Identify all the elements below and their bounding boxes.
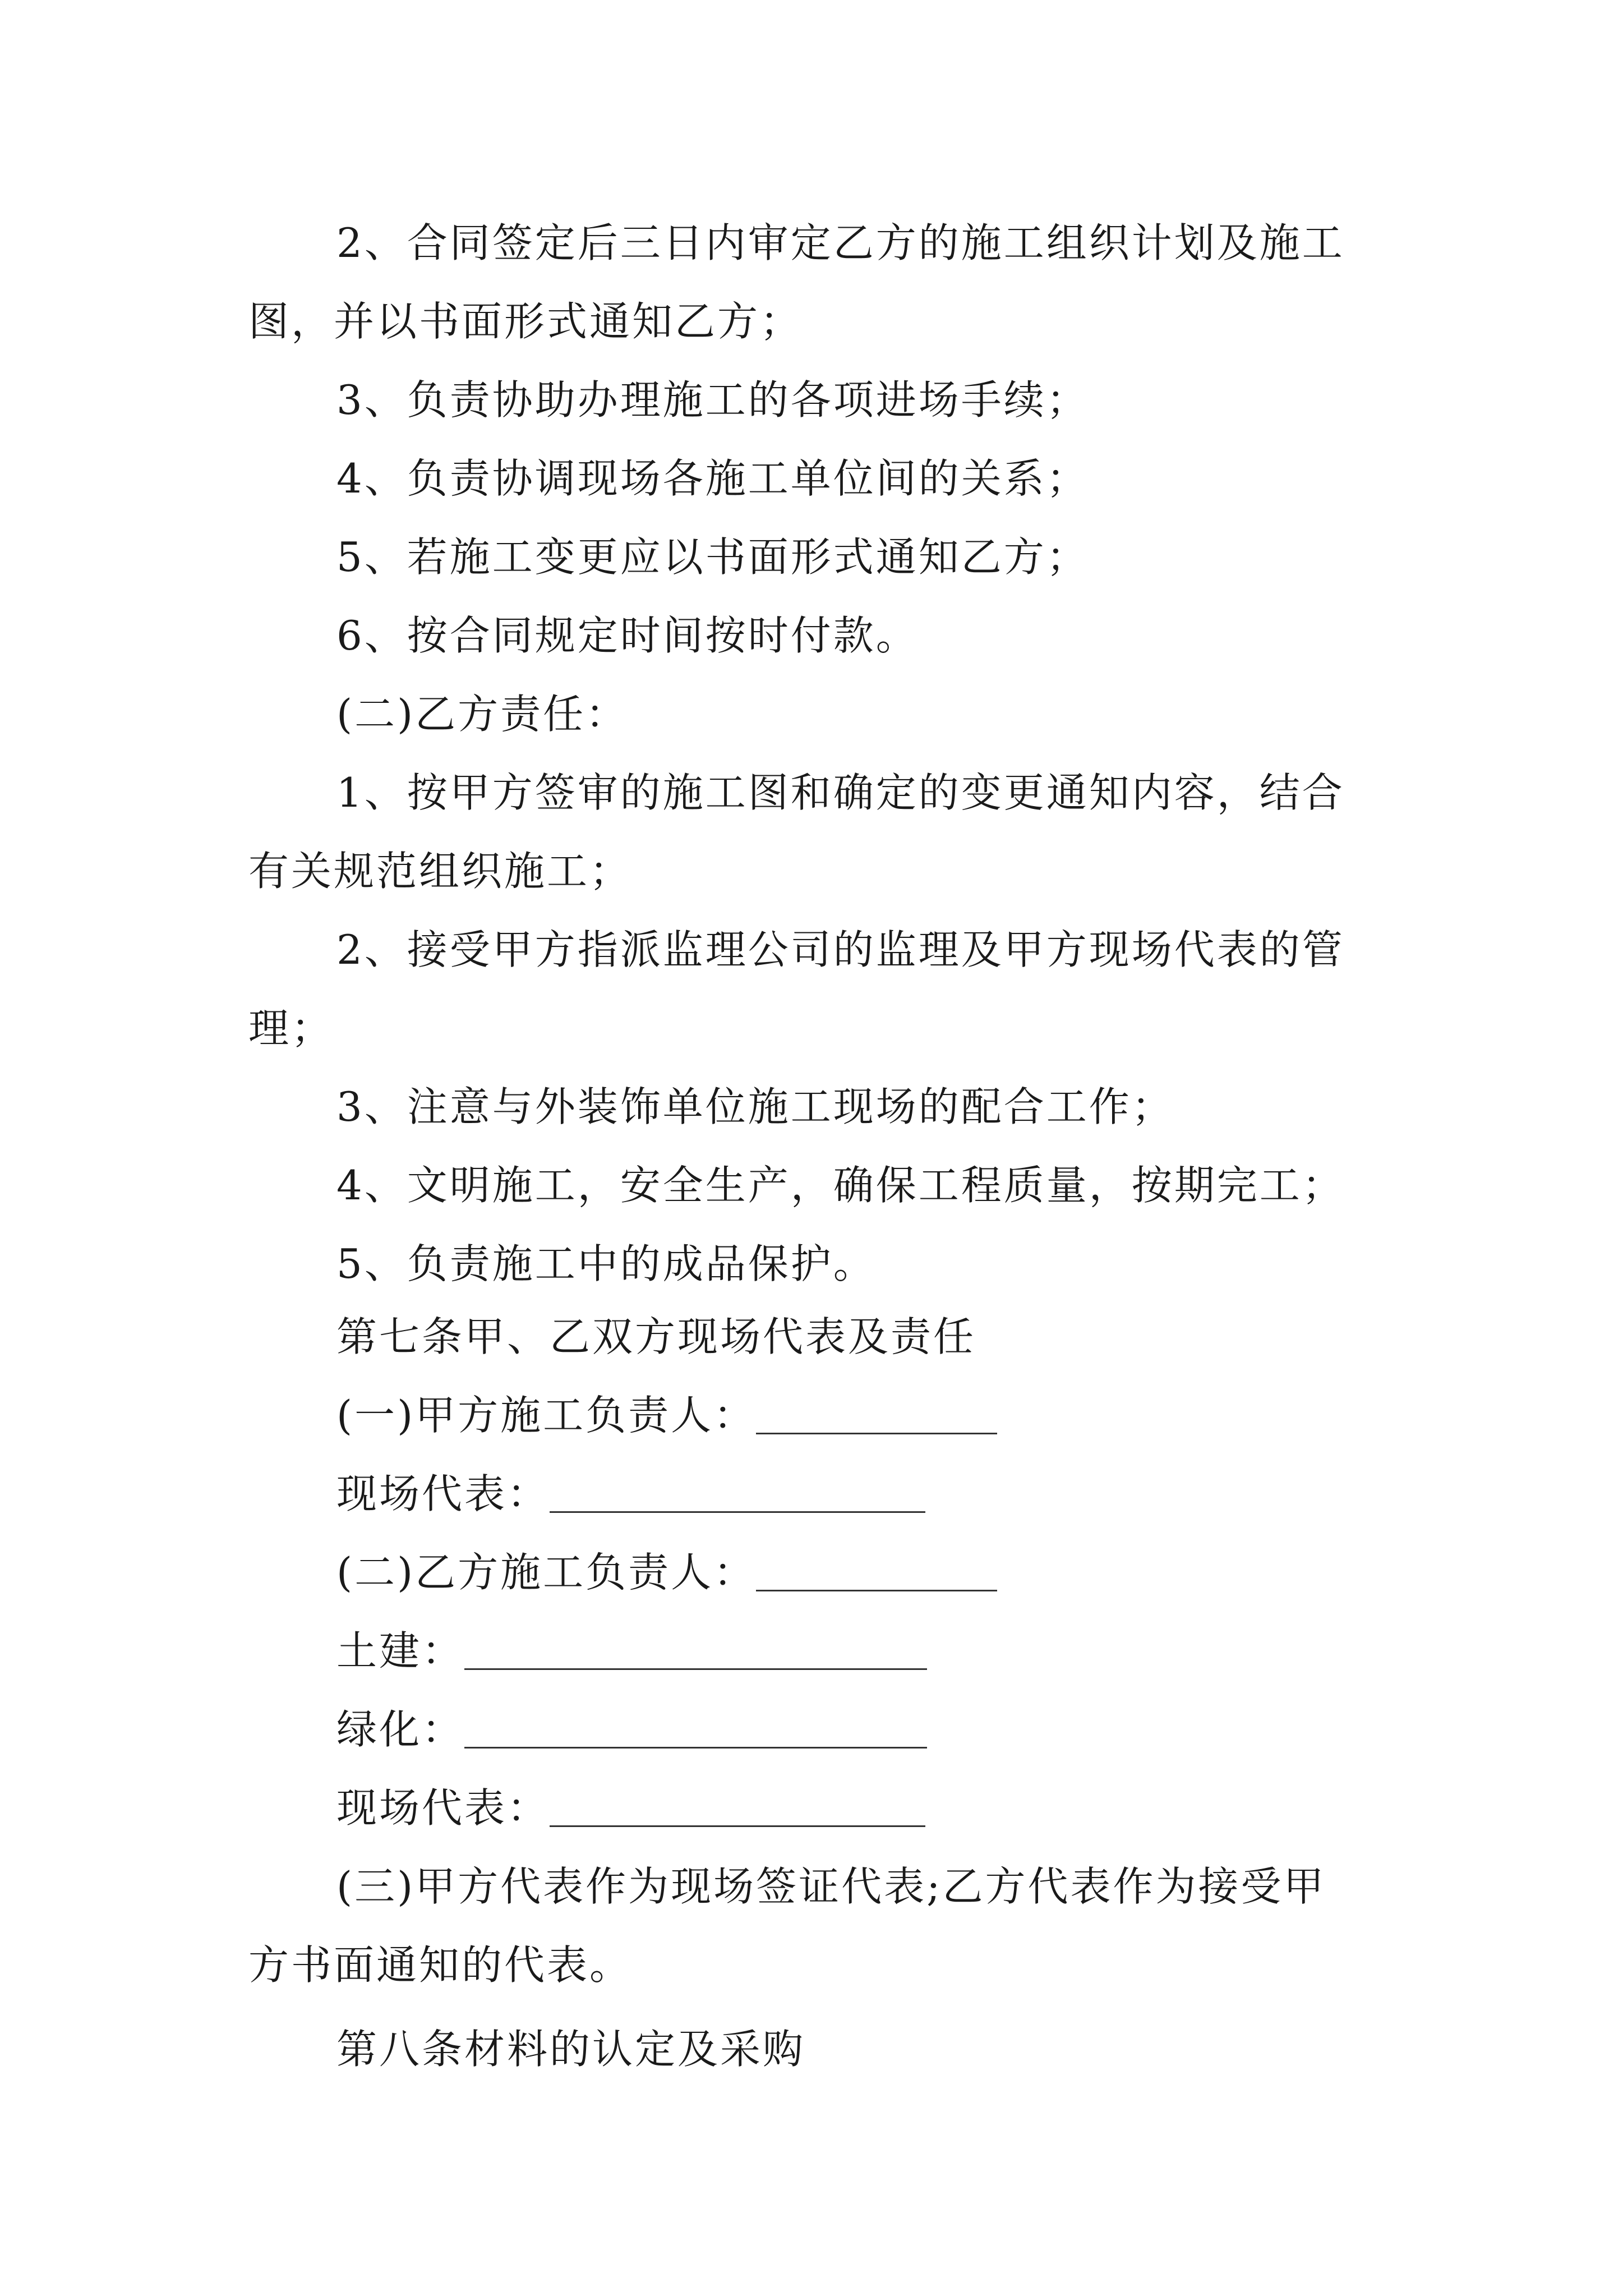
field-civil-works	[336, 1624, 927, 1678]
paragraph-5: 6、按合同规定时间按时付款。	[336, 612, 919, 659]
article-7-heading: 第七条甲、乙双方现场代表及责任	[336, 1313, 976, 1360]
field-party-b-manager	[336, 1545, 997, 1599]
field-label: 土建：	[336, 1627, 465, 1674]
clause-3-line-2: 方书面通知的代表。	[248, 1941, 633, 1989]
field-party-b-site-rep	[336, 1781, 925, 1835]
party-b-item-4: 4、文明施工，安全生产，确保工程质量，按期完工；	[336, 1162, 1345, 1209]
party-b-item-2-line-1: 2、接受甲方指派监理公司的监理及甲方现场代表的管	[336, 926, 1345, 973]
fill-in-blank	[464, 1664, 927, 1670]
party-b-item-1-line-2: 有关规范组织施工；	[248, 848, 633, 895]
clause-3-line-1: (三)甲方代表作为现场签证代表;乙方代表作为接受甲	[336, 1863, 1326, 1910]
paragraph-1-line-1: 2、合同签定后三日内审定乙方的施工组织计划及施工	[336, 219, 1345, 266]
party-b-item-1-line-1: 1、按甲方签审的施工图和确定的变更通知内容，结合	[336, 769, 1345, 816]
paragraph-2: 3、负责协助办理施工的各项进场手续；	[336, 376, 1089, 424]
article-8-heading: 第八条材料的认定及采购	[336, 2026, 806, 2073]
paragraph-3: 4、负责协调现场各施工单位间的关系；	[336, 455, 1089, 502]
paragraph-4: 5、若施工变更应以书面形式通知乙方；	[336, 533, 1089, 581]
field-party-a-site-rep	[336, 1467, 925, 1521]
field-label: 现场代表：	[336, 1470, 550, 1517]
field-landscaping	[336, 1703, 927, 1756]
party-b-item-5: 5、负责施工中的成品保护。	[336, 1240, 876, 1287]
fill-in-blank	[756, 1428, 997, 1434]
fill-in-blank	[550, 1821, 925, 1827]
field-label: 绿化：	[336, 1706, 465, 1753]
field-label: (一)甲方施工负责人：	[336, 1392, 757, 1439]
field-label: (二)乙方施工负责人：	[336, 1549, 757, 1596]
field-party-a-manager	[336, 1388, 997, 1442]
party-b-item-3: 3、注意与外装饰单位施工现场的配合工作；	[336, 1083, 1174, 1130]
section-heading-party-b: (二)乙方责任：	[336, 691, 629, 738]
party-b-item-2-line-2: 理；	[248, 1005, 334, 1052]
field-label: 现场代表：	[336, 1784, 550, 1832]
fill-in-blank	[550, 1507, 925, 1513]
fill-in-blank	[756, 1585, 997, 1591]
paragraph-1-line-2: 图，并以书面形式通知乙方；	[248, 298, 803, 345]
fill-in-blank	[464, 1742, 927, 1749]
